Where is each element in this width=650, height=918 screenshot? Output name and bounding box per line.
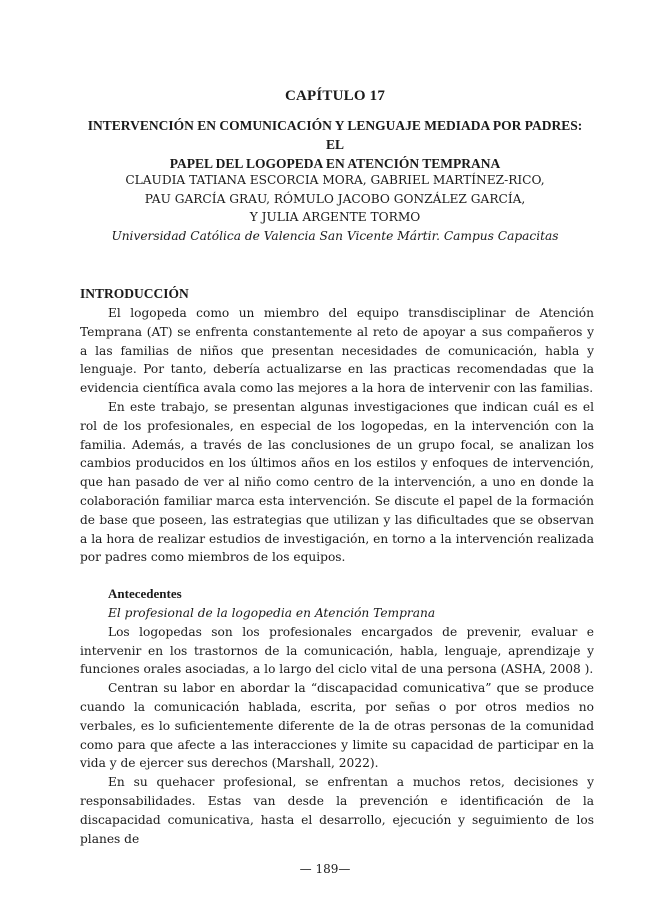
authors-line-2: PAU GARCÍA GRAU, RÓMULO JACOBO GONZÁLEZ GARCÍA, <box>144 191 526 206</box>
chapter-title-line-2: PAPEL DEL LOGOPEDA EN ATENCIÓN TEMPRANA <box>169 156 501 171</box>
section-spacer <box>80 567 594 585</box>
paragraph: En este trabajo, se presentan algunas investigaciones que indican cuál es el rol de los profesionales, en especial de los logopedas, en la intervención con la familia. Además, a través de las conclusiones de un grupo focal, se analizan los cambios producidos en los últimos años en los estilos y enfoques de intervención, que han pasado de ver al niño como centro de la intervención, a uno en donde la colaboración familiar marca esta intervención. Se discute el papel de la formación de base que poseen, las estrategias que utilizan y las dificultades que se observan a la hora de realizar estudios de investigación, en torno a la intervención realizada por padres como miembros de los equipos. <box>80 399 594 565</box>
chapter-label: CAPÍTULO 17 <box>284 88 386 104</box>
authors-line-1: CLAUDIA TATIANA ESCORCIA MORA, GABRIEL MARTÍNEZ-RICO, <box>125 173 545 187</box>
affiliation: Universidad Católica de Valencia San Vicente Mártir. Campus Capacitas <box>111 228 559 243</box>
chapter-title-line-1: INTERVENCIÓN EN COMUNICACIÓN Y LENGUAJE MEDIADA POR PADRES: EL <box>87 118 583 152</box>
chapter-header <box>80 88 590 173</box>
paragraph: En su quehacer profesional, se enfrentan a muchos retos, decisiones y responsabilidades. Estas van desde la prevención e identificación de la discapacidad comunicativa, hasta el desarrollo, ejecución y seguimiento de los planes de <box>80 775 594 846</box>
paragraph: El logopeda como un miembro del equipo transdisciplinar de Atención Temprana (AT) se enfrenta constantemente al reto de apoyar a sus compañeros y a las familias de niños que presentan necesidades de comunicación, habla y lenguaje. Por tanto, debería actualizarse en las practicas recomendadas que la evidencia científica avala como las mejores a la hora de intervenir con las familias. <box>80 306 594 396</box>
authors-block <box>80 171 590 245</box>
body-text <box>80 285 594 848</box>
section-heading-introduccion: INTRODUCCIÓN <box>80 286 189 301</box>
paragraph: Centran su labor en abordar la “discapacidad comunicativa” que se produce cuando la comunicación hablada, escrita, por señas o por otros medios no verbales, es lo suficientemente diferente de la de otras personas de la comunidad como para que afecte a las interacciones y limite su capacidad de participar en la vida y de ejercer sus derechos (Marshall, 2022). <box>80 681 594 771</box>
page-number: — 189— <box>299 862 351 876</box>
subsection-heading-antecedentes: Antecedentes <box>108 586 182 602</box>
authors-line-3: Y JULIA ARGENTE TORMO <box>249 210 421 225</box>
subsection-subheading: El profesional de la logopedia en Atención Temprana <box>108 605 436 620</box>
paragraph: Los logopedas son los profesionales encargados de prevenir, evaluar e intervenir en los trastornos de la comunicación, habla, lenguaje, aprendizaje y funciones orales asociadas, a lo largo del ciclo vital de una persona (ASHA, 2008 ). <box>80 624 594 677</box>
